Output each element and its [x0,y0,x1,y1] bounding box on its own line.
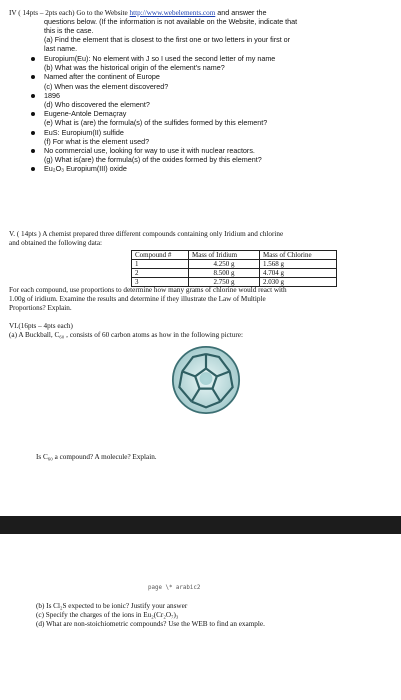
section-v-intro: V. ( 14pts ) A chemist prepared three different compounds containing only Iridium and chlorine [9,230,284,238]
question-vi-compound: Is C₆₀ a compound? A molecule? Explain. [36,453,157,461]
bullet-icon [31,57,35,61]
question-g: (g) What is(are) the formula(s) of the oxides formed by this element? [44,155,262,165]
table-cell: 1 [132,260,189,269]
table-cell: 2.030 g [260,278,337,287]
answer-f: No commercial use, looking for way to use it with nuclear reactors. [44,146,275,155]
iridium-chlorine-table [131,250,337,287]
bullet-icon [31,75,35,79]
answer-g: Eu₂O₃ Europium(III) oxide [44,164,275,173]
answer-e: EuS: Europium(II) sulfide [44,128,275,137]
question-b: (b) What was the historical origin of the element's name? [44,63,225,73]
section-iv-instructions: questions below. (If the information is not available on the Website, indicate that [44,17,298,26]
answer-c: 1896 [44,91,275,100]
answer-b: Named after the continent of Europe [44,72,275,81]
page-separator [0,516,401,534]
table-header-row [132,251,337,260]
webelements-link[interactable]: http://www.webelements.com [129,9,216,17]
table-cell: 1.568 g [260,260,337,269]
answer-list [44,54,275,174]
question-e: (e) What is (are) the formula(s) of the sulfides formed by this element? [44,118,268,128]
column-header: Mass of Chlorine [260,251,337,260]
question-vi-d: (d) What are non-stoichiometric compounds? Use the WEB to find an example. [36,620,265,628]
table-cell: 2 [132,269,189,278]
table-row [132,260,337,269]
bullet-icon [31,149,35,153]
table-cell: 3 [132,278,189,287]
question-a-cont: last name. [44,44,78,53]
question-f: (f) For what is the element used? [44,136,150,146]
question-d: (d) Who discovered the element? [44,100,150,110]
table-cell: 8.500 g [189,269,260,278]
bullet-icon [31,167,35,171]
table-cell: 4.250 g [189,260,260,269]
answer-d: Eugene-Antole Demaçray [44,109,275,118]
section-vi-header: VI.(16pts – 4pts each) [9,322,73,330]
buckyball-image [170,344,242,416]
answer-a: Europium(Eu): No element with J so I used the second letter of my name [44,54,275,63]
section-v-task: For each compound, use proportions to determine how many grams of chlorine would react with [9,286,287,294]
section-iv-instructions-cont: this is the case. [44,26,94,35]
bullet-icon [31,131,35,135]
column-header: Compound # [132,251,189,260]
section-v-task-cont: 1.00g of iridium. Examine the results and determine if they illustrate the Law of Multiple [9,295,266,303]
table-cell: 4.704 g [260,269,337,278]
section-v-intro-cont: and obtained the following data: [9,239,103,247]
question-vi-c: (c) Specify the charges of the ions in Eu₂(Cr₂O₇)₃ [36,611,179,619]
table-row [132,269,337,278]
bullet-icon [31,94,35,98]
column-header: Mass of Iridium [189,251,260,260]
bullet-icon [31,112,35,116]
page-number-field: page \* arabic2 [148,585,201,591]
question-a: (a) Find the element that is closest to the first one or two letters in your first or [44,35,291,44]
question-vi-a: (a) A Buckball, C₆₀ , consists of 60 carbon atoms as how in the following picture: [9,331,243,339]
section-iv-header: IV ( 14pts – 2pts each) Go to the Website http://www.webelements.com and answer the [9,8,267,17]
table-cell: 2.750 g [189,278,260,287]
section-v-task-cont2: Proportions? Explain. [9,304,72,312]
question-c: (c) When was the element discovered? [44,81,169,91]
question-vi-b: (b) Is Cl₂S expected to be ionic? Justify your answer [36,602,188,610]
